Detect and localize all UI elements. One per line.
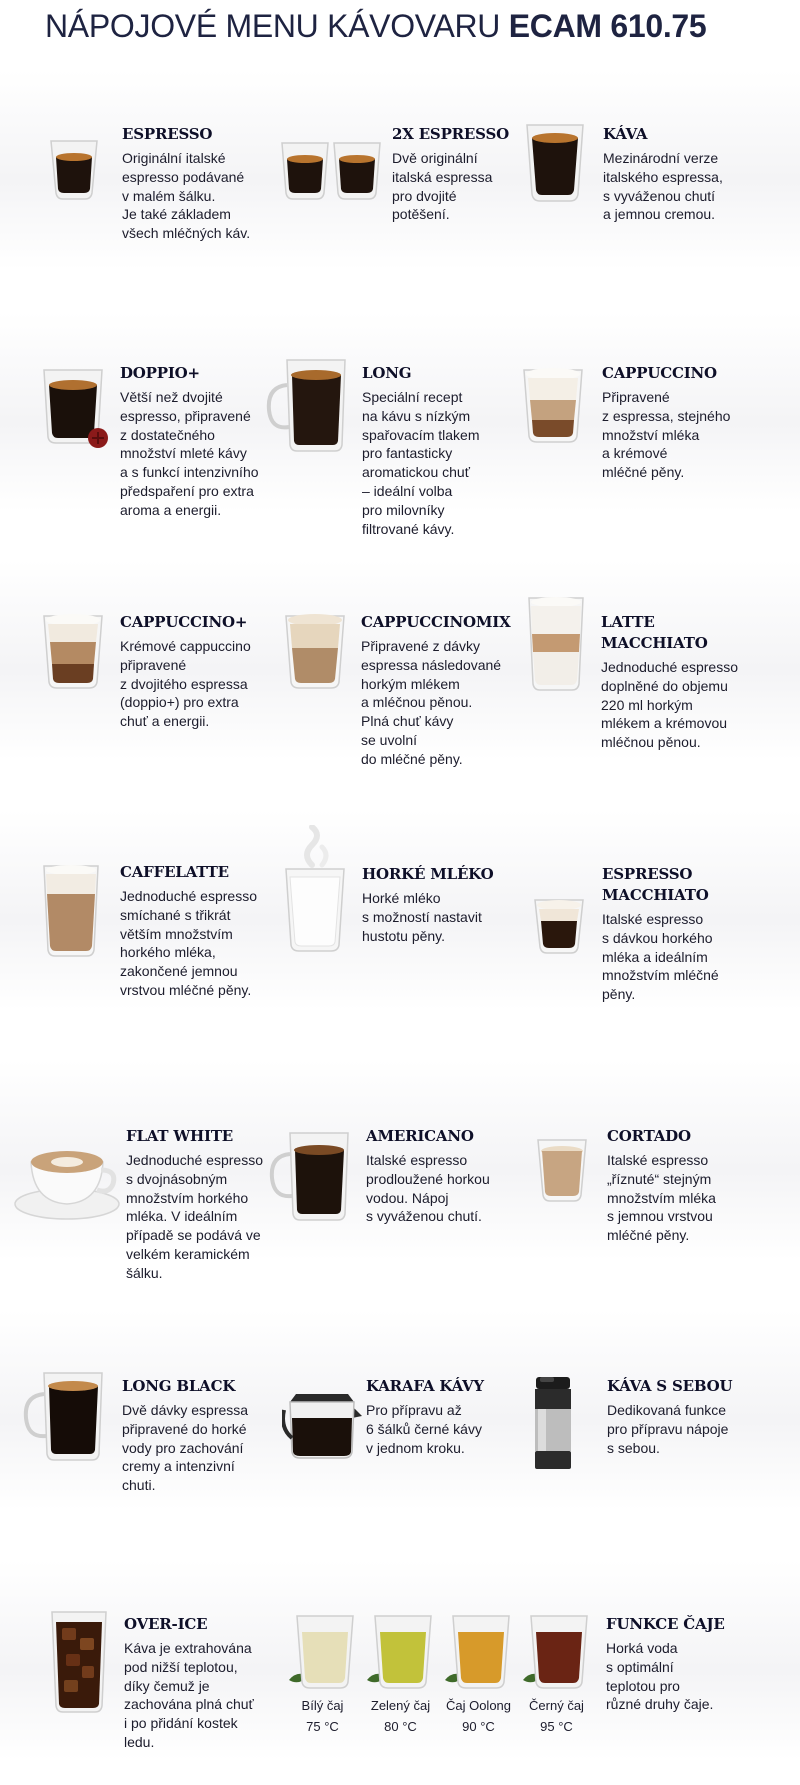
drink-description: Italské espresso s dávkou horkého mléka a ideálním množstvím mléčné pěny.: [602, 911, 719, 1003]
tea-variant: [285, 1610, 360, 1736]
long-coffee-mug-icon: [265, 355, 350, 460]
latte-macchiato-glass-icon: [525, 592, 587, 699]
drink-description: Větší než dvojité espresso, připravené z dostatečného množství mleté kávy a s funkcí intenzivního předspaření pro extra aroma a energii.: [120, 389, 259, 518]
drink-name: KÁVA: [603, 125, 648, 143]
tea-variant: [441, 1610, 516, 1736]
tea-temperature: 75 °C: [306, 1719, 339, 1734]
drink-name: CAFFELATTE: [120, 863, 229, 881]
tea-variant: [519, 1610, 594, 1736]
flat-white-cup-icon: [13, 1140, 121, 1227]
drink-name: KÁVA S SEBOU: [607, 1377, 733, 1395]
tea-temperature: 80 °C: [384, 1719, 417, 1734]
drink-name: AMERICANO: [366, 1127, 474, 1145]
drink-name: CAPPUCCINOMIX: [361, 613, 511, 631]
tea-label: Bílý čaj: [301, 1698, 344, 1713]
coffee-glass-icon: [522, 120, 588, 211]
drink-description: Krémové cappuccino připravené z dvojitého espressa (doppio+) pro extra chuť a energii.: [120, 638, 251, 730]
doppio-glass-icon: [40, 365, 112, 456]
hot-milk-glass-icon: [282, 825, 348, 960]
drink-description: Italské espresso „říznuté“ stejným množstvím mléka s jemnou vrstvou mléčné pěny.: [607, 1152, 716, 1244]
espresso-cup-icon: [45, 135, 103, 210]
travel-mug-icon: [532, 1375, 574, 1476]
drink-name: 2X ESPRESSO: [392, 125, 509, 143]
espresso-macchiato-glass-icon: [532, 895, 586, 962]
page-title: [45, 8, 706, 45]
coffee-carafe-icon: [282, 1388, 364, 1467]
drink-description: Dvě originální italská espressa pro dvojité potěšení.: [392, 150, 493, 223]
drink-description: Káva je extrahována pod nižší teplotou, díky čemuž je zachována plná chuť i po přidání kostek ledu.: [124, 1640, 254, 1750]
drink-name: LATTE MACCHIATO: [601, 613, 708, 652]
drink-name: ESPRESSO: [122, 125, 213, 143]
drink-description: Dvě dávky espressa připravené do horké vody pro zachování cremy a intenzivní chuti.: [122, 1402, 249, 1494]
cappuccino-plus-glass-icon: [40, 608, 106, 698]
drink-description: Mezinárodní verze italského espressa, s vyváženou chutí a jemnou cremou.: [603, 150, 723, 223]
drink-name: HORKÉ MLÉKO: [362, 865, 494, 883]
drink-description: Připravené z dávky espressa následované horkým mlékem a mléčnou pěnou. Plná chuť kávy se uvolní do mléčné pěny.: [361, 638, 502, 767]
tea-label: Černý čaj: [529, 1698, 584, 1713]
tea-temperature: 95 °C: [540, 1719, 573, 1734]
drink-name: LONG BLACK: [122, 1377, 236, 1395]
tea-variant: [363, 1610, 438, 1736]
drink-name: FUNKCE ČAJE: [606, 1615, 725, 1633]
tea-variants: [285, 1610, 605, 1760]
drink-description: Horká voda s optimální teplotou pro různé druhy čaje.: [606, 1640, 714, 1713]
drink-name: CAPPUCCINO+: [120, 613, 248, 631]
drink-description: Dedikovaná funkce pro přípravu nápoje s sebou.: [607, 1402, 729, 1456]
americano-mug-icon: [268, 1128, 353, 1229]
drink-name: KARAFA KÁVY: [366, 1377, 484, 1395]
long-black-mug-icon: [22, 1368, 107, 1469]
iced-coffee-glass-icon: [48, 1608, 110, 1719]
green-tea-glass-icon: [365, 1610, 437, 1692]
tea-label: Zelený čaj: [370, 1698, 431, 1713]
cappuccinomix-glass-icon: [282, 608, 348, 698]
page-title-model: ECAM 610.75: [508, 8, 707, 44]
drink-name: LONG: [362, 364, 412, 382]
tea-temperature: 90 °C: [462, 1719, 495, 1734]
caffelatte-glass-icon: [40, 860, 102, 965]
drink-description: Jednoduché espresso s dvojnásobným množstvím horkého mléka. V ideálním případě se podává ve velkém keramickém šálku.: [126, 1152, 263, 1281]
drink-description: Připravené z espressa, stejného množství mléka a krémové mléčné pěny.: [602, 389, 731, 481]
black-tea-glass-icon: [521, 1610, 593, 1692]
drink-description: Originální italské espresso podávané v malém šálku. Je také základem všech mléčných káv.: [122, 150, 251, 242]
tea-label: Čaj Oolong: [445, 1698, 512, 1713]
drink-description: Jednoduché espresso smíchané s třikrát větším množstvím horkého mléka, zakončené jemnou vrstvou mléčné pěny.: [120, 888, 257, 998]
drink-name: ESPRESSO MACCHIATO: [602, 865, 709, 904]
drink-name: CAPPUCCINO: [602, 364, 717, 382]
drink-name: CORTADO: [607, 1127, 691, 1145]
oolong-tea-glass-icon: [443, 1610, 515, 1692]
page-title-prefix: NÁPOJOVÉ MENU KÁVOVARU: [45, 8, 509, 44]
drink-description: Speciální recept na kávu s nízkým spařovacím tlakem pro fantasticky aromatickou chuť – ideální volba pro milovníky filtrované kávy.: [362, 389, 480, 537]
drink-name: OVER-ICE: [124, 1615, 208, 1633]
white-tea-glass-icon: [287, 1610, 359, 1692]
drink-name: DOPPIO+: [120, 364, 200, 382]
drink-description: Horké mléko s možností nastavit hustotu pěny.: [362, 890, 482, 944]
drink-name: FLAT WHITE: [126, 1127, 234, 1145]
drink-description: Italské espresso prodloužené horkou vodou. Nápoj s vyváženou chutí.: [366, 1152, 490, 1225]
drink-description: Pro přípravu až 6 šálků černé kávy v jednom kroku.: [366, 1402, 482, 1456]
drink-description: Jednoduché espresso doplněné do objemu 220 ml horkým mlékem a krémovou mléčnou pěnou.: [601, 659, 738, 751]
double-espresso-icon: [278, 135, 386, 210]
cappuccino-glass-icon: [520, 362, 586, 452]
cortado-glass-icon: [535, 1135, 589, 1210]
